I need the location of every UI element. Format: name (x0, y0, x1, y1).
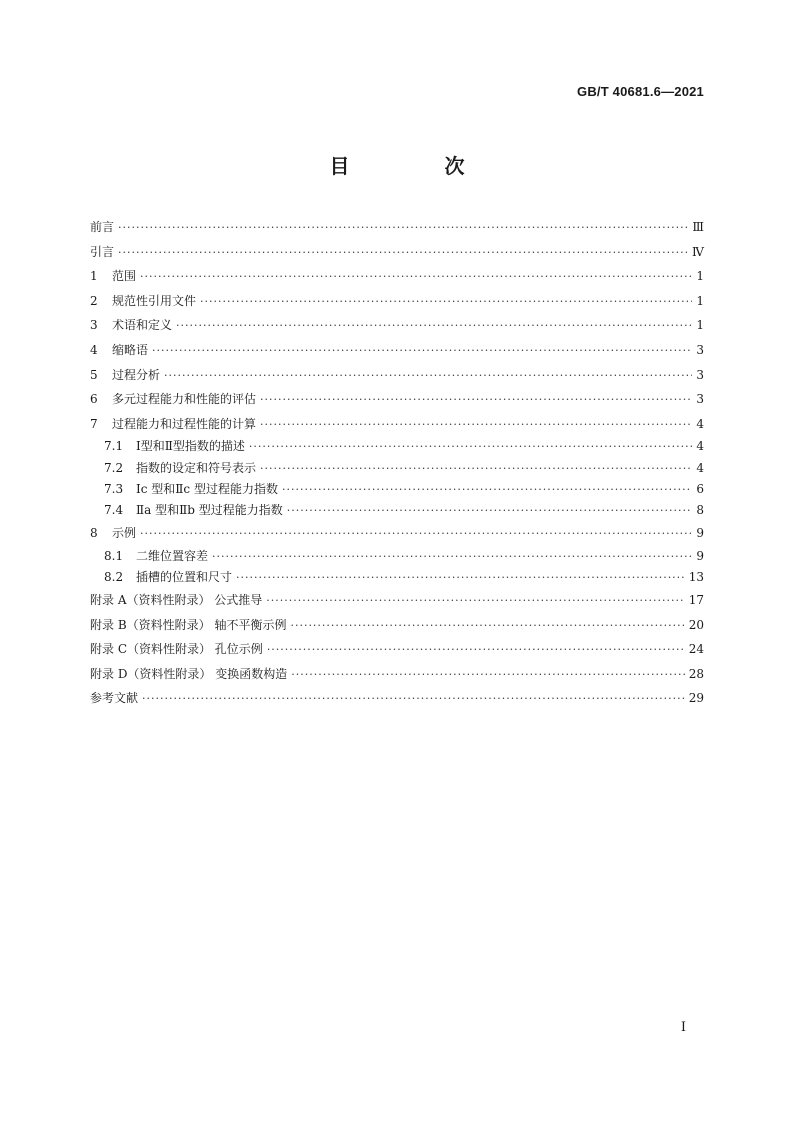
toc-entry-label: 附录 C（资料性附录） 孔位示例 (90, 642, 263, 657)
toc-entry-label: 指数的设定和符号表示 (136, 460, 257, 475)
standard-number: GB/T 40681.6—2021 (577, 84, 704, 99)
toc-entry-page: 24 (688, 642, 704, 657)
toc-entry-number: 7.4 (104, 502, 124, 517)
toc-entry-label: 引言 (90, 244, 115, 259)
toc-entry-label: 参考文献 (90, 691, 139, 706)
toc-entry[interactable] (90, 289, 704, 314)
toc-entry-label: 规范性引用文件 (112, 293, 197, 308)
toc-entry[interactable] (90, 686, 704, 711)
toc-entry-number: 8 (90, 526, 98, 541)
toc-dot-leader (282, 479, 692, 500)
toc-entry-number: 3 (90, 318, 98, 333)
toc-entry[interactable] (90, 387, 704, 412)
toc-entry-page: 8 (696, 502, 704, 517)
toc-entry-label: 多元过程能力和性能的评估 (112, 392, 257, 407)
toc-entry[interactable] (90, 637, 704, 662)
toc-dot-leader (164, 364, 692, 389)
toc-entry[interactable] (90, 567, 704, 588)
toc-entry-label: 缩略语 (112, 342, 149, 357)
toc-dot-leader (266, 589, 684, 614)
toc-entry-label: 范围 (112, 269, 137, 284)
toc-entry-number: 7.3 (104, 481, 124, 496)
toc-dot-leader (142, 687, 685, 712)
toc-entry-page: 13 (688, 569, 704, 584)
toc-entry-label: 附录 A（资料性附录） 公式推导 (90, 593, 263, 608)
toc-dot-leader (176, 314, 692, 339)
toc-entry-page: 17 (688, 593, 704, 608)
toc-entry-label: 插槽的位置和尺寸 (136, 569, 233, 584)
toc-entry-label: Ⅰ型和Ⅱ型指数的描述 (136, 439, 245, 454)
toc-entry-label: Ⅰc 型和Ⅱc 型过程能力指数 (136, 481, 278, 496)
toc-dot-leader (140, 522, 692, 547)
toc-dot-leader (287, 500, 692, 521)
toc-entry-page: Ⅳ (692, 244, 704, 259)
toc-entry-number: 4 (90, 342, 98, 357)
toc-entry[interactable] (90, 215, 704, 240)
toc-entry-label: 附录 B（资料性附录） 轴不平衡示例 (90, 617, 287, 632)
toc-entry-label: 示例 (112, 526, 137, 541)
toc-entry-label: 附录 D（资料性附录） 变换函数构造 (90, 666, 288, 681)
toc-dot-leader (249, 436, 692, 457)
toc-entry-page: 9 (696, 548, 704, 563)
toc-entry[interactable] (90, 662, 704, 687)
toc-entry-number: 5 (90, 367, 98, 382)
toc-dot-leader (152, 339, 692, 364)
toc-entry-page: 29 (688, 691, 704, 706)
toc-entry-label: 过程分析 (112, 367, 161, 382)
toc-entry[interactable] (90, 500, 704, 521)
toc-entry-page: 4 (696, 460, 704, 475)
toc-entry-number: 8.2 (104, 569, 124, 584)
toc-entry-label: 过程能力和过程性能的计算 (112, 416, 257, 431)
toc-entry-label: 二维位置容差 (136, 548, 209, 563)
toc-dot-leader (260, 413, 692, 438)
toc-entry-page: 28 (688, 666, 704, 681)
toc-entry-page: 20 (688, 617, 704, 632)
toc-entry-number: 7.2 (104, 460, 124, 475)
toc-dot-leader (118, 241, 688, 266)
toc-dot-leader (236, 567, 685, 588)
toc-entry-label: Ⅱa 型和Ⅱb 型过程能力指数 (136, 502, 283, 517)
toc-entry[interactable] (90, 588, 704, 613)
toc-dot-leader (267, 638, 685, 663)
table-of-contents (90, 215, 704, 711)
toc-dot-leader (200, 290, 692, 315)
toc-entry-label: 前言 (90, 220, 115, 234)
toc-entry[interactable] (90, 363, 704, 388)
toc-dot-leader (260, 458, 692, 479)
toc-entry-number: 2 (90, 293, 98, 308)
toc-entry-page: 1 (696, 318, 704, 333)
toc-entry-number: 8.1 (104, 548, 124, 563)
toc-entry-page: 4 (696, 416, 704, 431)
toc-entry-label: 术语和定义 (112, 318, 173, 333)
toc-entry-page: 1 (696, 269, 704, 284)
toc-entry-number: 1 (90, 269, 98, 284)
toc-entry-page: 3 (696, 392, 704, 407)
toc-entry-number: 7.1 (104, 439, 124, 454)
toc-entry-page: 3 (696, 342, 704, 357)
toc-dot-leader (291, 663, 684, 688)
toc-entry[interactable] (90, 479, 704, 500)
toc-entry-page: 1 (696, 293, 704, 308)
toc-entry[interactable] (90, 264, 704, 289)
toc-entry[interactable] (90, 313, 704, 338)
toc-entry[interactable] (90, 412, 704, 437)
page-number: Ⅰ (680, 1020, 686, 1035)
toc-entry-number: 7 (90, 416, 98, 431)
toc-entry-number: 6 (90, 392, 98, 407)
toc-entry[interactable] (90, 613, 704, 638)
toc-dot-leader (290, 614, 684, 639)
toc-dot-leader (212, 546, 692, 567)
toc-dot-leader (140, 265, 692, 290)
page-title: 目 次 (329, 154, 509, 178)
toc-dot-leader (118, 216, 688, 241)
toc-entry[interactable] (90, 521, 704, 546)
toc-entry[interactable] (90, 546, 704, 567)
toc-entry-page: 4 (696, 439, 704, 454)
toc-entry[interactable] (90, 240, 704, 265)
toc-entry[interactable] (90, 458, 704, 479)
toc-entry[interactable] (90, 338, 704, 363)
toc-entry-page: Ⅲ (692, 220, 704, 234)
toc-dot-leader (260, 388, 692, 413)
toc-entry-page: 3 (696, 367, 704, 382)
toc-entry-page: 9 (696, 526, 704, 541)
toc-entry-page: 6 (696, 481, 704, 496)
toc-entry[interactable] (90, 436, 704, 457)
